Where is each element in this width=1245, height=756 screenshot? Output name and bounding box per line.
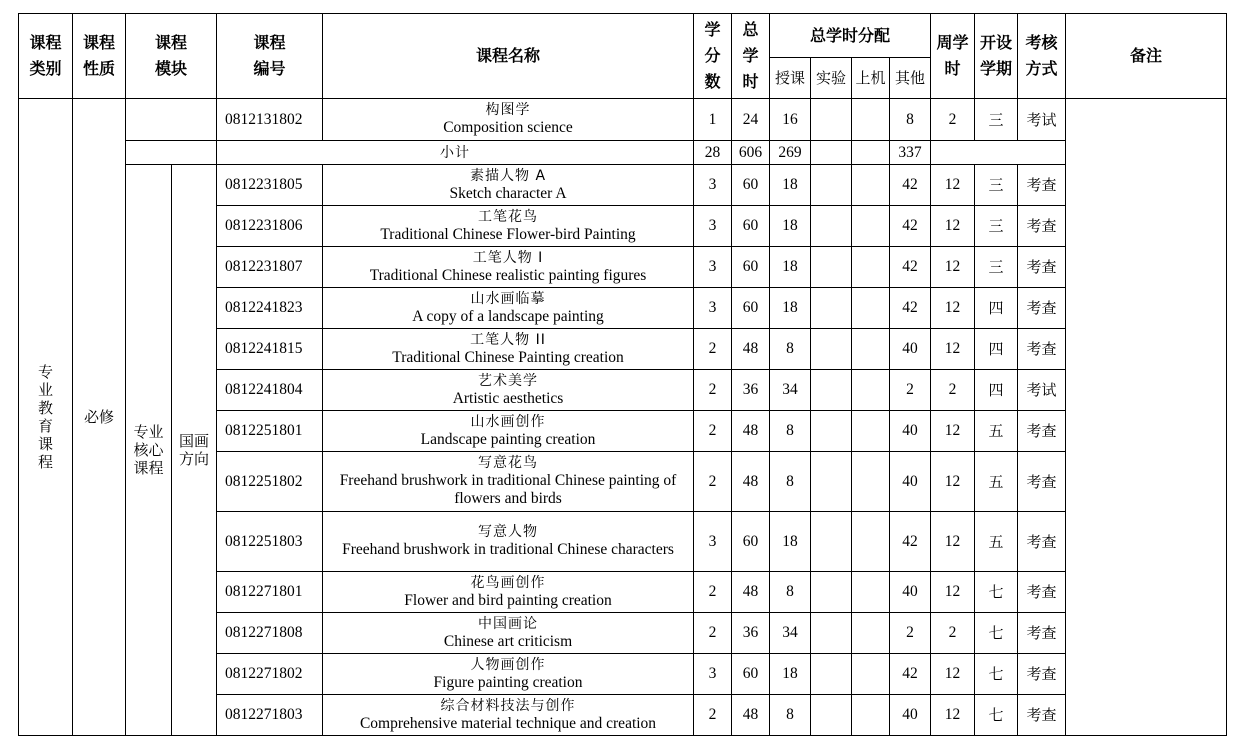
course-assessment: 考查 (1018, 695, 1066, 736)
course-computer (852, 247, 890, 288)
course-experiment (811, 370, 852, 411)
course-code: 0812271801 (217, 572, 323, 613)
subtotal-experiment (811, 141, 852, 165)
course-weekly: 12 (931, 165, 975, 206)
course-lecture: 18 (770, 288, 811, 329)
course-experiment (811, 613, 852, 654)
course-code: 0812271808 (217, 613, 323, 654)
header-remarks: 备注 (1066, 14, 1227, 99)
course-name (323, 695, 694, 736)
course-name-zh: 中国画论 (478, 615, 539, 632)
course-name (323, 206, 694, 247)
course-assessment: 考查 (1018, 165, 1066, 206)
course-experiment (811, 452, 852, 512)
course-assessment: 考查 (1018, 329, 1066, 370)
course-semester: 三 (975, 165, 1018, 206)
course-credits: 3 (694, 247, 732, 288)
course-assessment: 考查 (1018, 452, 1066, 512)
course-name (323, 370, 694, 411)
course-total-hours: 24 (732, 99, 770, 141)
course-experiment (811, 99, 852, 141)
course-other: 2 (890, 370, 931, 411)
course-semester: 三 (975, 99, 1018, 141)
course-row (19, 99, 1227, 141)
course-credits: 2 (694, 572, 732, 613)
header-semester: 开设 学期 (975, 14, 1018, 99)
course-lecture: 8 (770, 411, 811, 452)
course-other: 42 (890, 654, 931, 695)
curriculum-table (18, 13, 1227, 736)
course-weekly: 12 (931, 695, 975, 736)
course-other: 40 (890, 572, 931, 613)
subtotal-lecture: 269 (770, 141, 811, 165)
header-module: 课程 模块 (126, 14, 217, 99)
nature-cell: 必修 (73, 99, 126, 736)
course-name-en: Comprehensive material technique and creation (359, 714, 657, 732)
course-weekly: 12 (931, 206, 975, 247)
course-lecture: 34 (770, 613, 811, 654)
course-code: 0812231806 (217, 206, 323, 247)
subtotal-total: 606 (732, 141, 770, 165)
course-name (323, 288, 694, 329)
course-name-en: Artistic aesthetics (452, 389, 564, 407)
course-total-hours: 60 (732, 165, 770, 206)
header-hours-distribution: 总学时分配 (770, 14, 931, 58)
course-assessment: 考查 (1018, 654, 1066, 695)
course-assessment: 考查 (1018, 512, 1066, 572)
course-weekly: 2 (931, 613, 975, 654)
header-assessment: 考核 方式 (1018, 14, 1066, 99)
course-semester: 四 (975, 288, 1018, 329)
course-lecture: 18 (770, 247, 811, 288)
course-name-en: Freehand brushwork in traditional Chinese painting of flowers and birds (339, 472, 677, 507)
course-other: 2 (890, 613, 931, 654)
course-credits: 2 (694, 329, 732, 370)
course-semester: 三 (975, 206, 1018, 247)
course-name (323, 572, 694, 613)
course-semester: 七 (975, 613, 1018, 654)
course-name (323, 613, 694, 654)
course-name-zh: 构图学 (485, 102, 531, 118)
course-assessment: 考查 (1018, 613, 1066, 654)
course-semester: 四 (975, 329, 1018, 370)
header-code: 课程 编号 (217, 14, 323, 99)
remarks-cell (1066, 99, 1227, 736)
course-other: 42 (890, 247, 931, 288)
course-name-en: Flower and bird painting creation (404, 591, 612, 609)
course-name-en: Sketch character A (449, 184, 567, 202)
course-lecture: 18 (770, 165, 811, 206)
course-weekly: 12 (931, 654, 975, 695)
category-cell: 专 业 教 育 课 程 (19, 99, 73, 736)
course-computer (852, 512, 890, 572)
course-credits: 3 (694, 165, 732, 206)
course-code: 0812251801 (217, 411, 323, 452)
course-name-zh: 花鸟画创作 (470, 574, 546, 591)
course-experiment (811, 411, 852, 452)
course-code: 0812271803 (217, 695, 323, 736)
course-assessment: 考查 (1018, 411, 1066, 452)
module-empty-cell (126, 99, 217, 141)
course-assessment: 考试 (1018, 99, 1066, 141)
header-weekly-hours: 周学 时 (931, 14, 975, 99)
course-other: 40 (890, 411, 931, 452)
course-other: 40 (890, 695, 931, 736)
header-row (19, 14, 1227, 58)
course-total-hours: 60 (732, 288, 770, 329)
course-name-zh: 工笔花鸟 (478, 208, 539, 225)
course-computer (852, 613, 890, 654)
course-total-hours: 60 (732, 512, 770, 572)
course-assessment: 考查 (1018, 572, 1066, 613)
course-lecture: 18 (770, 206, 811, 247)
course-experiment (811, 572, 852, 613)
course-row (19, 165, 1227, 206)
course-name-zh: 山水画创作 (470, 413, 546, 430)
course-total-hours: 48 (732, 695, 770, 736)
course-total-hours: 48 (732, 452, 770, 512)
course-computer (852, 654, 890, 695)
course-experiment (811, 206, 852, 247)
course-name-en: Landscape painting creation (420, 430, 596, 448)
course-code: 0812241823 (217, 288, 323, 329)
course-name-en: Composition science (443, 119, 573, 136)
course-semester: 四 (975, 370, 1018, 411)
course-name (323, 247, 694, 288)
course-computer (852, 165, 890, 206)
course-name (323, 165, 694, 206)
course-name-zh: 工笔人物 II (470, 331, 546, 348)
course-assessment: 考查 (1018, 288, 1066, 329)
header-experiment: 实验 (811, 58, 852, 99)
subtotal-label: 小计 (217, 141, 694, 165)
course-semester: 三 (975, 247, 1018, 288)
header-other: 其他 (890, 58, 931, 99)
subtotal-other: 337 (890, 141, 931, 165)
course-code: 0812231805 (217, 165, 323, 206)
course-computer (852, 99, 890, 141)
course-total-hours: 60 (732, 206, 770, 247)
course-name-en: Chinese art criticism (443, 632, 573, 650)
course-semester: 五 (975, 512, 1018, 572)
course-code: 0812271802 (217, 654, 323, 695)
subtotal-row (19, 141, 1227, 165)
course-total-hours: 60 (732, 247, 770, 288)
course-lecture: 8 (770, 452, 811, 512)
header-name: 课程名称 (323, 14, 694, 99)
course-weekly: 12 (931, 512, 975, 572)
course-name (323, 512, 694, 572)
course-credits: 2 (694, 370, 732, 411)
course-other: 40 (890, 452, 931, 512)
course-name-en: A copy of a landscape painting (412, 307, 604, 325)
course-other: 40 (890, 329, 931, 370)
course-lecture: 16 (770, 99, 811, 141)
course-weekly: 12 (931, 329, 975, 370)
course-lecture: 34 (770, 370, 811, 411)
course-computer (852, 370, 890, 411)
course-code: 0812131802 (217, 99, 323, 141)
course-total-hours: 60 (732, 654, 770, 695)
course-name (323, 99, 694, 141)
course-computer (852, 572, 890, 613)
course-other: 8 (890, 99, 931, 141)
course-name-zh: 山水画临摹 (470, 290, 546, 307)
course-total-hours: 48 (732, 411, 770, 452)
course-credits: 3 (694, 512, 732, 572)
course-name-en: Freehand brushwork in traditional Chinese characters (342, 541, 674, 558)
course-computer (852, 452, 890, 512)
course-code: 0812251802 (217, 452, 323, 512)
header-total-hours: 总 学 时 (732, 14, 770, 99)
course-lecture: 8 (770, 572, 811, 613)
course-computer (852, 288, 890, 329)
course-lecture: 18 (770, 512, 811, 572)
course-computer (852, 695, 890, 736)
header-computer: 上机 (852, 58, 890, 99)
course-semester: 七 (975, 654, 1018, 695)
course-experiment (811, 165, 852, 206)
course-weekly: 2 (931, 99, 975, 141)
course-lecture: 8 (770, 695, 811, 736)
course-experiment (811, 512, 852, 572)
subtotal-computer (852, 141, 890, 165)
course-semester: 七 (975, 695, 1018, 736)
course-other: 42 (890, 206, 931, 247)
course-code: 0812241815 (217, 329, 323, 370)
course-lecture: 18 (770, 654, 811, 695)
course-experiment (811, 329, 852, 370)
course-other: 42 (890, 288, 931, 329)
header-nature: 课程 性质 (73, 14, 126, 99)
course-assessment: 考试 (1018, 370, 1066, 411)
course-total-hours: 48 (732, 329, 770, 370)
course-name-zh: 素描人物 A (470, 167, 547, 184)
course-name (323, 654, 694, 695)
course-name (323, 452, 694, 512)
course-weekly: 12 (931, 247, 975, 288)
subtotal-module-empty (126, 141, 217, 165)
header-category: 课程 类别 (19, 14, 73, 99)
course-total-hours: 36 (732, 370, 770, 411)
subtotal-empty (931, 141, 1066, 165)
course-semester: 五 (975, 452, 1018, 512)
course-weekly: 12 (931, 411, 975, 452)
course-credits: 2 (694, 695, 732, 736)
header-credits: 学 分 数 (694, 14, 732, 99)
course-semester: 五 (975, 411, 1018, 452)
course-credits: 1 (694, 99, 732, 141)
course-name-zh: 工笔人物 I (472, 249, 544, 266)
course-lecture: 8 (770, 329, 811, 370)
direction-cell: 国画 方向 (172, 165, 217, 736)
course-code: 0812251803 (217, 512, 323, 572)
course-total-hours: 36 (732, 613, 770, 654)
course-credits: 3 (694, 654, 732, 695)
course-total-hours: 48 (732, 572, 770, 613)
course-credits: 2 (694, 452, 732, 512)
course-name-zh: 人物画创作 (470, 656, 546, 673)
course-credits: 2 (694, 613, 732, 654)
subtotal-credits: 28 (694, 141, 732, 165)
course-computer (852, 329, 890, 370)
course-semester: 七 (975, 572, 1018, 613)
course-name-en: Traditional Chinese Painting creation (392, 348, 624, 366)
course-name (323, 411, 694, 452)
course-computer (852, 411, 890, 452)
course-weekly: 12 (931, 452, 975, 512)
module-cell: 专业 核心 课程 (126, 165, 172, 736)
course-credits: 3 (694, 288, 732, 329)
course-name-zh: 艺术美学 (478, 372, 539, 389)
course-name-en: Traditional Chinese realistic painting figures (369, 266, 647, 284)
header-lecture: 授课 (770, 58, 811, 99)
course-name-en: Figure painting creation (433, 673, 583, 691)
course-experiment (811, 288, 852, 329)
course-credits: 3 (694, 206, 732, 247)
course-name (323, 329, 694, 370)
course-experiment (811, 654, 852, 695)
course-name-zh: 写意人物 (478, 524, 539, 540)
course-credits: 2 (694, 411, 732, 452)
course-experiment (811, 695, 852, 736)
course-code: 0812241804 (217, 370, 323, 411)
course-name-zh: 写意花鸟 (478, 455, 539, 471)
course-weekly: 12 (931, 572, 975, 613)
course-code: 0812231807 (217, 247, 323, 288)
course-experiment (811, 247, 852, 288)
course-assessment: 考查 (1018, 247, 1066, 288)
course-weekly: 2 (931, 370, 975, 411)
course-computer (852, 206, 890, 247)
course-other: 42 (890, 165, 931, 206)
course-other: 42 (890, 512, 931, 572)
course-weekly: 12 (931, 288, 975, 329)
course-name-en: Traditional Chinese Flower-bird Painting (380, 225, 636, 243)
course-name-zh: 综合材料技法与创作 (440, 697, 576, 714)
course-assessment: 考查 (1018, 206, 1066, 247)
